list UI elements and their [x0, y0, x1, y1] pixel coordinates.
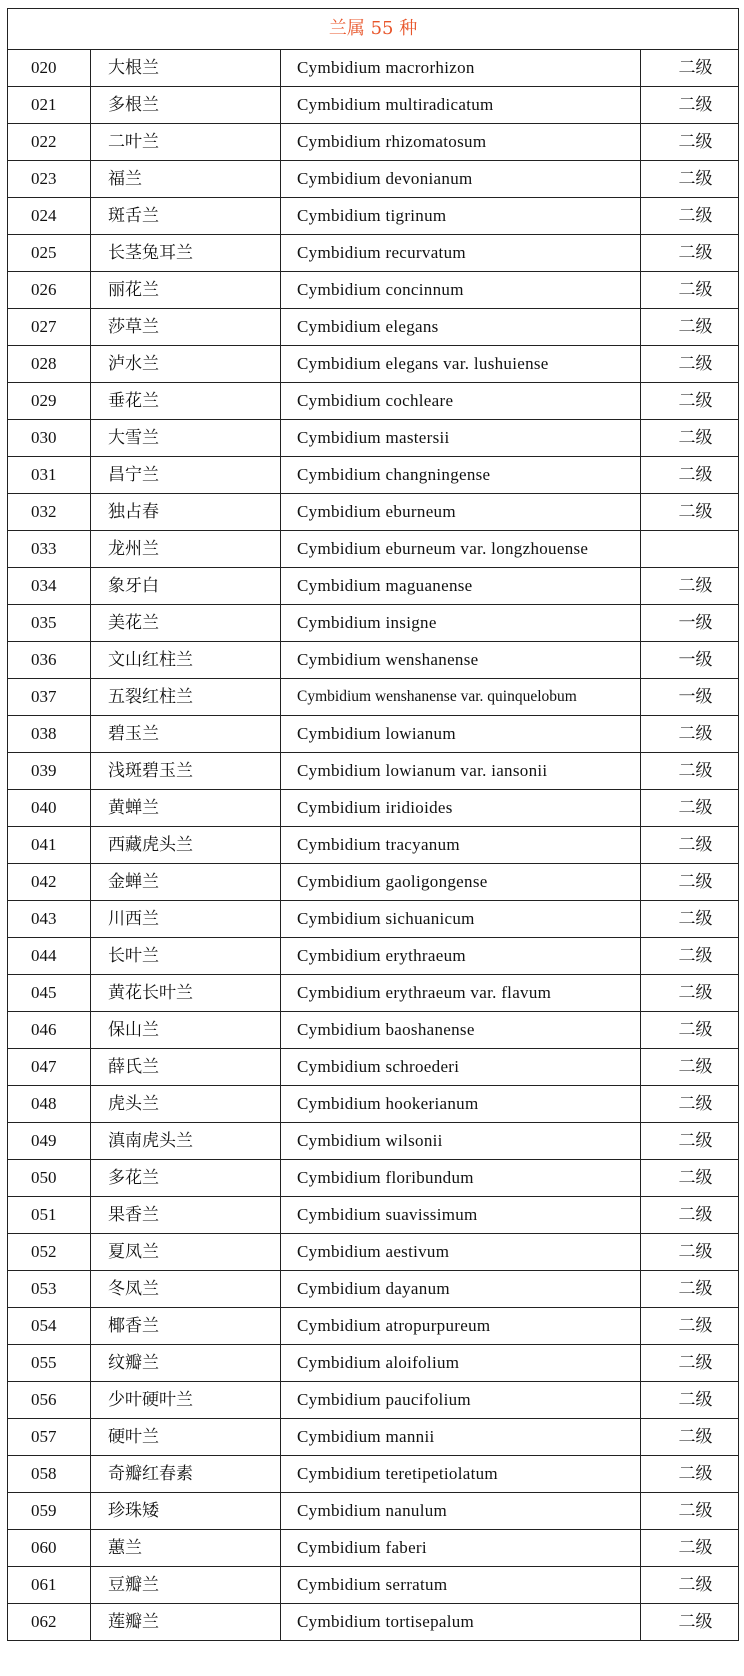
species-number-cell: 037: [8, 679, 91, 716]
species-chinese-name-cell: 美花兰: [91, 605, 281, 642]
table-row: [8, 1123, 739, 1160]
species-latin-name-cell: Cymbidium dayanum: [281, 1271, 641, 1308]
table-row: [8, 827, 739, 864]
species-number-cell: 039: [8, 753, 91, 790]
protection-level-cell: 二级: [641, 1308, 739, 1345]
species-latin-name-cell: Cymbidium tigrinum: [281, 198, 641, 235]
species-number-cell: 050: [8, 1160, 91, 1197]
protection-level-cell: 二级: [641, 1604, 739, 1641]
table-row: [8, 420, 739, 457]
species-chinese-name-cell: 川西兰: [91, 901, 281, 938]
species-latin-name-cell: Cymbidium erythraeum var. flavum: [281, 975, 641, 1012]
species-number-cell: 040: [8, 790, 91, 827]
table-title-row: [8, 9, 739, 50]
species-latin-name-cell: Cymbidium teretipetiolatum: [281, 1456, 641, 1493]
species-chinese-name-cell: 龙州兰: [91, 531, 281, 568]
protection-level-cell: 二级: [641, 494, 739, 531]
table-row: [8, 1345, 739, 1382]
table-row: [8, 1456, 739, 1493]
species-chinese-name-cell: 多根兰: [91, 87, 281, 124]
species-table: [7, 8, 739, 1641]
species-number-cell: 034: [8, 568, 91, 605]
protection-level-cell: 二级: [641, 790, 739, 827]
species-number-cell: 054: [8, 1308, 91, 1345]
table-row: [8, 531, 739, 568]
species-number-cell: 032: [8, 494, 91, 531]
species-latin-name-cell: Cymbidium baoshanense: [281, 1012, 641, 1049]
species-number-cell: 030: [8, 420, 91, 457]
species-latin-name-cell: Cymbidium wenshanense var. quinquelobum: [281, 679, 641, 716]
species-latin-name-cell: Cymbidium iridioides: [281, 790, 641, 827]
table-row: [8, 1530, 739, 1567]
species-chinese-name-cell: 长叶兰: [91, 938, 281, 975]
species-number-cell: 020: [8, 50, 91, 87]
table-row: [8, 1382, 739, 1419]
table-row: [8, 1604, 739, 1641]
species-latin-name-cell: Cymbidium schroederi: [281, 1049, 641, 1086]
species-chinese-name-cell: 薛氏兰: [91, 1049, 281, 1086]
species-chinese-name-cell: 莲瓣兰: [91, 1604, 281, 1641]
species-number-cell: 058: [8, 1456, 91, 1493]
species-latin-name-cell: Cymbidium elegans: [281, 309, 641, 346]
species-chinese-name-cell: 保山兰: [91, 1012, 281, 1049]
species-latin-name-cell: Cymbidium rhizomatosum: [281, 124, 641, 161]
species-chinese-name-cell: 垂花兰: [91, 383, 281, 420]
table-row: [8, 679, 739, 716]
protection-level-cell: 二级: [641, 1382, 739, 1419]
species-latin-name-cell: Cymbidium recurvatum: [281, 235, 641, 272]
species-chinese-name-cell: 福兰: [91, 161, 281, 198]
species-latin-name-cell: Cymbidium mastersii: [281, 420, 641, 457]
species-latin-name-cell: Cymbidium hookerianum: [281, 1086, 641, 1123]
species-chinese-name-cell: 泸水兰: [91, 346, 281, 383]
table-row: [8, 1567, 739, 1604]
protection-level-cell: 二级: [641, 568, 739, 605]
species-number-cell: 021: [8, 87, 91, 124]
species-number-cell: 062: [8, 1604, 91, 1641]
species-chinese-name-cell: 纹瓣兰: [91, 1345, 281, 1382]
protection-level-cell: 二级: [641, 1234, 739, 1271]
species-chinese-name-cell: 斑舌兰: [91, 198, 281, 235]
species-chinese-name-cell: 金蝉兰: [91, 864, 281, 901]
protection-level-cell: 二级: [641, 864, 739, 901]
protection-level-cell: 二级: [641, 1419, 739, 1456]
protection-level-cell: 二级: [641, 753, 739, 790]
protection-level-cell: 一级: [641, 679, 739, 716]
species-number-cell: 041: [8, 827, 91, 864]
species-latin-name-cell: Cymbidium eburneum var. longzhouense: [281, 531, 641, 568]
table-row: [8, 161, 739, 198]
species-number-cell: 046: [8, 1012, 91, 1049]
protection-level-cell: 二级: [641, 716, 739, 753]
species-number-cell: 029: [8, 383, 91, 420]
protection-level-cell: 二级: [641, 235, 739, 272]
species-latin-name-cell: Cymbidium macrorhizon: [281, 50, 641, 87]
species-number-cell: 057: [8, 1419, 91, 1456]
table-row: [8, 50, 739, 87]
protection-level-cell: 二级: [641, 309, 739, 346]
table-row: [8, 901, 739, 938]
protection-level-cell: 二级: [641, 1160, 739, 1197]
protection-level-cell: 二级: [641, 346, 739, 383]
table-row: [8, 716, 739, 753]
species-number-cell: 061: [8, 1567, 91, 1604]
species-chinese-name-cell: 五裂红柱兰: [91, 679, 281, 716]
species-chinese-name-cell: 硬叶兰: [91, 1419, 281, 1456]
table-row: [8, 309, 739, 346]
species-latin-name-cell: Cymbidium tracyanum: [281, 827, 641, 864]
species-chinese-name-cell: 少叶硬叶兰: [91, 1382, 281, 1419]
protection-level-cell: 二级: [641, 383, 739, 420]
table-row: [8, 568, 739, 605]
species-number-cell: 055: [8, 1345, 91, 1382]
species-latin-name-cell: Cymbidium paucifolium: [281, 1382, 641, 1419]
species-number-cell: 056: [8, 1382, 91, 1419]
protection-level-cell: 二级: [641, 1271, 739, 1308]
species-latin-name-cell: Cymbidium aestivum: [281, 1234, 641, 1271]
table-row: [8, 790, 739, 827]
species-number-cell: 028: [8, 346, 91, 383]
species-latin-name-cell: Cymbidium concinnum: [281, 272, 641, 309]
protection-level-cell: 二级: [641, 198, 739, 235]
table-row: [8, 346, 739, 383]
protection-level-cell: 二级: [641, 1530, 739, 1567]
species-chinese-name-cell: 豆瓣兰: [91, 1567, 281, 1604]
table-row: [8, 457, 739, 494]
species-chinese-name-cell: 西藏虎头兰: [91, 827, 281, 864]
species-chinese-name-cell: 滇南虎头兰: [91, 1123, 281, 1160]
species-number-cell: 024: [8, 198, 91, 235]
species-chinese-name-cell: 大雪兰: [91, 420, 281, 457]
table-row: [8, 1271, 739, 1308]
table-row: [8, 87, 739, 124]
table-row: [8, 383, 739, 420]
species-latin-name-cell: Cymbidium erythraeum: [281, 938, 641, 975]
protection-level-cell: [641, 531, 739, 568]
species-latin-name-cell: Cymbidium tortisepalum: [281, 1604, 641, 1641]
protection-level-cell: 二级: [641, 87, 739, 124]
species-latin-name-cell: Cymbidium faberi: [281, 1530, 641, 1567]
table-row: [8, 198, 739, 235]
table-row: [8, 235, 739, 272]
table-row: [8, 975, 739, 1012]
species-chinese-name-cell: 奇瓣红春素: [91, 1456, 281, 1493]
species-latin-name-cell: Cymbidium mannii: [281, 1419, 641, 1456]
protection-level-cell: 一级: [641, 605, 739, 642]
protection-level-cell: 二级: [641, 1493, 739, 1530]
protection-level-cell: 二级: [641, 827, 739, 864]
species-number-cell: 045: [8, 975, 91, 1012]
protection-level-cell: 二级: [641, 1123, 739, 1160]
protection-level-cell: 二级: [641, 938, 739, 975]
table-row: [8, 1197, 739, 1234]
species-number-cell: 048: [8, 1086, 91, 1123]
species-number-cell: 038: [8, 716, 91, 753]
species-number-cell: 031: [8, 457, 91, 494]
species-latin-name-cell: Cymbidium lowianum: [281, 716, 641, 753]
species-number-cell: 051: [8, 1197, 91, 1234]
species-latin-name-cell: Cymbidium multiradicatum: [281, 87, 641, 124]
protection-level-cell: 二级: [641, 124, 739, 161]
table-row: [8, 1493, 739, 1530]
species-chinese-name-cell: 黄花长叶兰: [91, 975, 281, 1012]
species-number-cell: 043: [8, 901, 91, 938]
species-number-cell: 059: [8, 1493, 91, 1530]
species-number-cell: 026: [8, 272, 91, 309]
species-latin-name-cell: Cymbidium wenshanense: [281, 642, 641, 679]
table-row: [8, 1086, 739, 1123]
protection-level-cell: 二级: [641, 420, 739, 457]
protection-level-cell: 二级: [641, 975, 739, 1012]
species-chinese-name-cell: 黄蝉兰: [91, 790, 281, 827]
protection-level-cell: 二级: [641, 457, 739, 494]
protection-level-cell: 一级: [641, 642, 739, 679]
species-chinese-name-cell: 夏凤兰: [91, 1234, 281, 1271]
table-row: [8, 494, 739, 531]
species-number-cell: 036: [8, 642, 91, 679]
species-latin-name-cell: Cymbidium gaoligongense: [281, 864, 641, 901]
species-number-cell: 053: [8, 1271, 91, 1308]
table-row: [8, 1012, 739, 1049]
species-number-cell: 047: [8, 1049, 91, 1086]
species-latin-name-cell: Cymbidium cochleare: [281, 383, 641, 420]
protection-level-cell: 二级: [641, 272, 739, 309]
species-number-cell: 052: [8, 1234, 91, 1271]
protection-level-cell: 二级: [641, 1086, 739, 1123]
species-latin-name-cell: Cymbidium insigne: [281, 605, 641, 642]
species-chinese-name-cell: 碧玉兰: [91, 716, 281, 753]
species-number-cell: 035: [8, 605, 91, 642]
species-number-cell: 025: [8, 235, 91, 272]
species-chinese-name-cell: 长茎兔耳兰: [91, 235, 281, 272]
species-latin-name-cell: Cymbidium changningense: [281, 457, 641, 494]
table-row: [8, 1049, 739, 1086]
species-latin-name-cell: Cymbidium elegans var. lushuiense: [281, 346, 641, 383]
table-row: [8, 1234, 739, 1271]
protection-level-cell: 二级: [641, 50, 739, 87]
species-table-container: [7, 8, 738, 1641]
table-row: [8, 124, 739, 161]
species-number-cell: 033: [8, 531, 91, 568]
species-chinese-name-cell: 果香兰: [91, 1197, 281, 1234]
species-chinese-name-cell: 昌宁兰: [91, 457, 281, 494]
protection-level-cell: 二级: [641, 1567, 739, 1604]
species-chinese-name-cell: 浅斑碧玉兰: [91, 753, 281, 790]
species-latin-name-cell: Cymbidium serratum: [281, 1567, 641, 1604]
table-row: [8, 1308, 739, 1345]
species-number-cell: 049: [8, 1123, 91, 1160]
species-chinese-name-cell: 冬凤兰: [91, 1271, 281, 1308]
species-latin-name-cell: Cymbidium devonianum: [281, 161, 641, 198]
species-chinese-name-cell: 独占春: [91, 494, 281, 531]
table-row: [8, 864, 739, 901]
species-latin-name-cell: Cymbidium aloifolium: [281, 1345, 641, 1382]
table-row: [8, 753, 739, 790]
species-chinese-name-cell: 二叶兰: [91, 124, 281, 161]
species-latin-name-cell: Cymbidium floribundum: [281, 1160, 641, 1197]
species-latin-name-cell: Cymbidium wilsonii: [281, 1123, 641, 1160]
protection-level-cell: 二级: [641, 161, 739, 198]
species-chinese-name-cell: 蕙兰: [91, 1530, 281, 1567]
species-number-cell: 060: [8, 1530, 91, 1567]
species-number-cell: 023: [8, 161, 91, 198]
species-latin-name-cell: Cymbidium nanulum: [281, 1493, 641, 1530]
species-chinese-name-cell: 文山红柱兰: [91, 642, 281, 679]
species-number-cell: 044: [8, 938, 91, 975]
species-number-cell: 027: [8, 309, 91, 346]
protection-level-cell: 二级: [641, 1197, 739, 1234]
table-title: 兰属 55 种: [8, 9, 739, 50]
species-number-cell: 042: [8, 864, 91, 901]
species-chinese-name-cell: 莎草兰: [91, 309, 281, 346]
species-chinese-name-cell: 多花兰: [91, 1160, 281, 1197]
table-row: [8, 1160, 739, 1197]
species-latin-name-cell: Cymbidium eburneum: [281, 494, 641, 531]
protection-level-cell: 二级: [641, 1456, 739, 1493]
species-latin-name-cell: Cymbidium sichuanicum: [281, 901, 641, 938]
protection-level-cell: 二级: [641, 1345, 739, 1382]
species-chinese-name-cell: 丽花兰: [91, 272, 281, 309]
protection-level-cell: 二级: [641, 1012, 739, 1049]
species-latin-name-cell: Cymbidium lowianum var. iansonii: [281, 753, 641, 790]
table-row: [8, 605, 739, 642]
protection-level-cell: 二级: [641, 901, 739, 938]
species-latin-name-cell: Cymbidium atropurpureum: [281, 1308, 641, 1345]
protection-level-cell: 二级: [641, 1049, 739, 1086]
species-number-cell: 022: [8, 124, 91, 161]
table-row: [8, 272, 739, 309]
species-latin-name-cell: Cymbidium suavissimum: [281, 1197, 641, 1234]
species-chinese-name-cell: 虎头兰: [91, 1086, 281, 1123]
table-row: [8, 1419, 739, 1456]
species-latin-name-cell: Cymbidium maguanense: [281, 568, 641, 605]
species-chinese-name-cell: 象牙白: [91, 568, 281, 605]
species-chinese-name-cell: 珍珠矮: [91, 1493, 281, 1530]
species-chinese-name-cell: 椰香兰: [91, 1308, 281, 1345]
table-row: [8, 642, 739, 679]
table-row: [8, 938, 739, 975]
species-chinese-name-cell: 大根兰: [91, 50, 281, 87]
